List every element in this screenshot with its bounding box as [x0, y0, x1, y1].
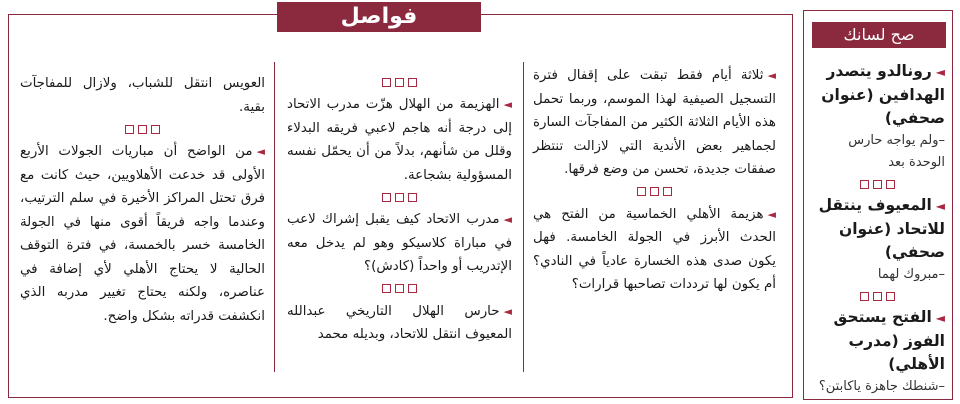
bullet-arrow-icon: ◄: [935, 65, 945, 79]
sidebar-item: [810, 306, 945, 398]
bullet-arrow-icon: ◄: [935, 199, 945, 213]
separator-marks: [20, 123, 265, 137]
section-title: فواصل: [277, 2, 481, 32]
paragraph-text: مدرب الاتحاد كيف يقبل إشراك لاعب في مباراة كلاسيكو وهو لم يدخل معه الإتدريب أو واحداً (كادش)؟: [287, 212, 512, 274]
square-icon: [395, 193, 404, 202]
bullet-arrow-icon: ◄: [767, 207, 776, 221]
square-icon: [395, 78, 404, 87]
bullet-arrow-icon: ◄: [935, 311, 945, 325]
square-icon: [637, 187, 646, 196]
square-icon: [886, 292, 895, 301]
paragraph-text: حارس الهلال التاريخي عبدالله المعيوف انتقل للاتحاد، وبديله محمد: [287, 303, 512, 342]
bullet-arrow-icon: ◄: [256, 145, 265, 158]
separator-marks: [810, 288, 945, 304]
paragraph-text: هزيمة الأهلي الخماسية من الفتح هي الحدث الأبرز في الجولة الخامسة. فهل يكون صدى هذه الخسارة عادياً في النادي؟ أم يكون لها ترددات تصاحبها قرارات؟: [533, 206, 776, 292]
column-1: [533, 64, 776, 297]
paragraph: [20, 72, 265, 119]
sidebar-item: [810, 194, 945, 286]
sidebar-headline: [810, 306, 945, 376]
square-icon: [873, 180, 882, 189]
bullet-arrow-icon: ◄: [503, 98, 512, 111]
separator-marks: [287, 76, 512, 90]
sidebar-content: [810, 60, 945, 400]
paragraph: [533, 203, 776, 297]
sidebar-comment: –مبروك لهما: [877, 267, 945, 282]
square-icon: [860, 292, 869, 301]
headline-text: المعيوف ينتقل للاتحاد (عنوان صحفي): [818, 196, 945, 261]
sidebar-title: صح لسانك: [812, 22, 946, 48]
square-icon: [395, 284, 404, 293]
paragraph-text: من الواضح أن مباريات الجولات الأربع الأولى قد خدعت الأهلاويين، حيث كانت مع فرق تحتل المراكز الأخيرة في سلم الترتيب، وعندما واجه فريقاً أقوى منها في الجولة الخامسة خسر بالخمسة، في فترة التوقف الحالية لا يحتاج الأهلي لأي إضافة في عناصره، ولكنه يحتاج تغيير مدربه الذي انكشفت قدراته بشكل واضح.: [20, 144, 265, 324]
paragraph: [287, 93, 512, 187]
paragraph-text: ثلاثة أيام فقط تبقت على إقفال فترة التسجيل الصيفية لهذا الموسم، وربما تحمل هذه الأيام الثلاثة الكثير من المفاجآت السارة لجماهير بعض الأندية التي لازالت تنتظر صفقات جديدة، تحسن من وضع فرقها.: [533, 68, 776, 177]
column-2: [287, 72, 512, 347]
square-icon: [408, 284, 417, 293]
square-icon: [873, 292, 882, 301]
sidebar-headline: [810, 60, 945, 130]
square-icon: [886, 180, 895, 189]
headline-text: رونالدو يتصدر الهدافين (عنوان صحفي): [821, 62, 945, 127]
paragraph-text: العويس انتقل للشباب، ولازال للمفاجآت بقية.: [20, 76, 265, 115]
paragraph: [287, 208, 512, 279]
paragraph: [287, 300, 512, 347]
square-icon: [138, 125, 147, 134]
square-icon: [860, 180, 869, 189]
separator-marks: [287, 283, 512, 297]
separator-marks: [287, 191, 512, 205]
paragraph: [20, 140, 265, 328]
column-divider: [274, 62, 275, 372]
column-3: [20, 72, 265, 328]
square-icon: [663, 187, 672, 196]
square-icon: [125, 125, 134, 134]
bullet-arrow-icon: ◄: [767, 69, 776, 82]
bullet-arrow-icon: ◄: [503, 213, 512, 226]
paragraph-text: الهزيمة من الهلال هزّت مدرب الاتحاد إلى درجة أنه هاجم لاعبي فريقه البدلاء وقلل من شأنهم، بدلاً من أن يحمّل نفسه المسؤولية بشجاعة.: [287, 97, 512, 183]
separator-marks: [533, 186, 776, 200]
column-divider: [523, 62, 524, 372]
sidebar-headline: [810, 194, 945, 264]
sidebar-comment: –شنطك جاهزة ياكابتن؟: [818, 379, 945, 394]
sidebar-comment: –ولم يواجه حارس الوحدة بعد: [848, 133, 945, 170]
square-icon: [382, 193, 391, 202]
square-icon: [408, 78, 417, 87]
square-icon: [382, 284, 391, 293]
square-icon: [382, 78, 391, 87]
square-icon: [650, 187, 659, 196]
bullet-arrow-icon: ◄: [503, 304, 512, 318]
square-icon: [408, 193, 417, 202]
separator-marks: [810, 176, 945, 192]
headline-text: الفتح يستحق الفوز (مدرب الأهلي): [833, 308, 945, 373]
sidebar-item: [810, 60, 945, 174]
paragraph: [533, 64, 776, 182]
square-icon: [151, 125, 160, 134]
